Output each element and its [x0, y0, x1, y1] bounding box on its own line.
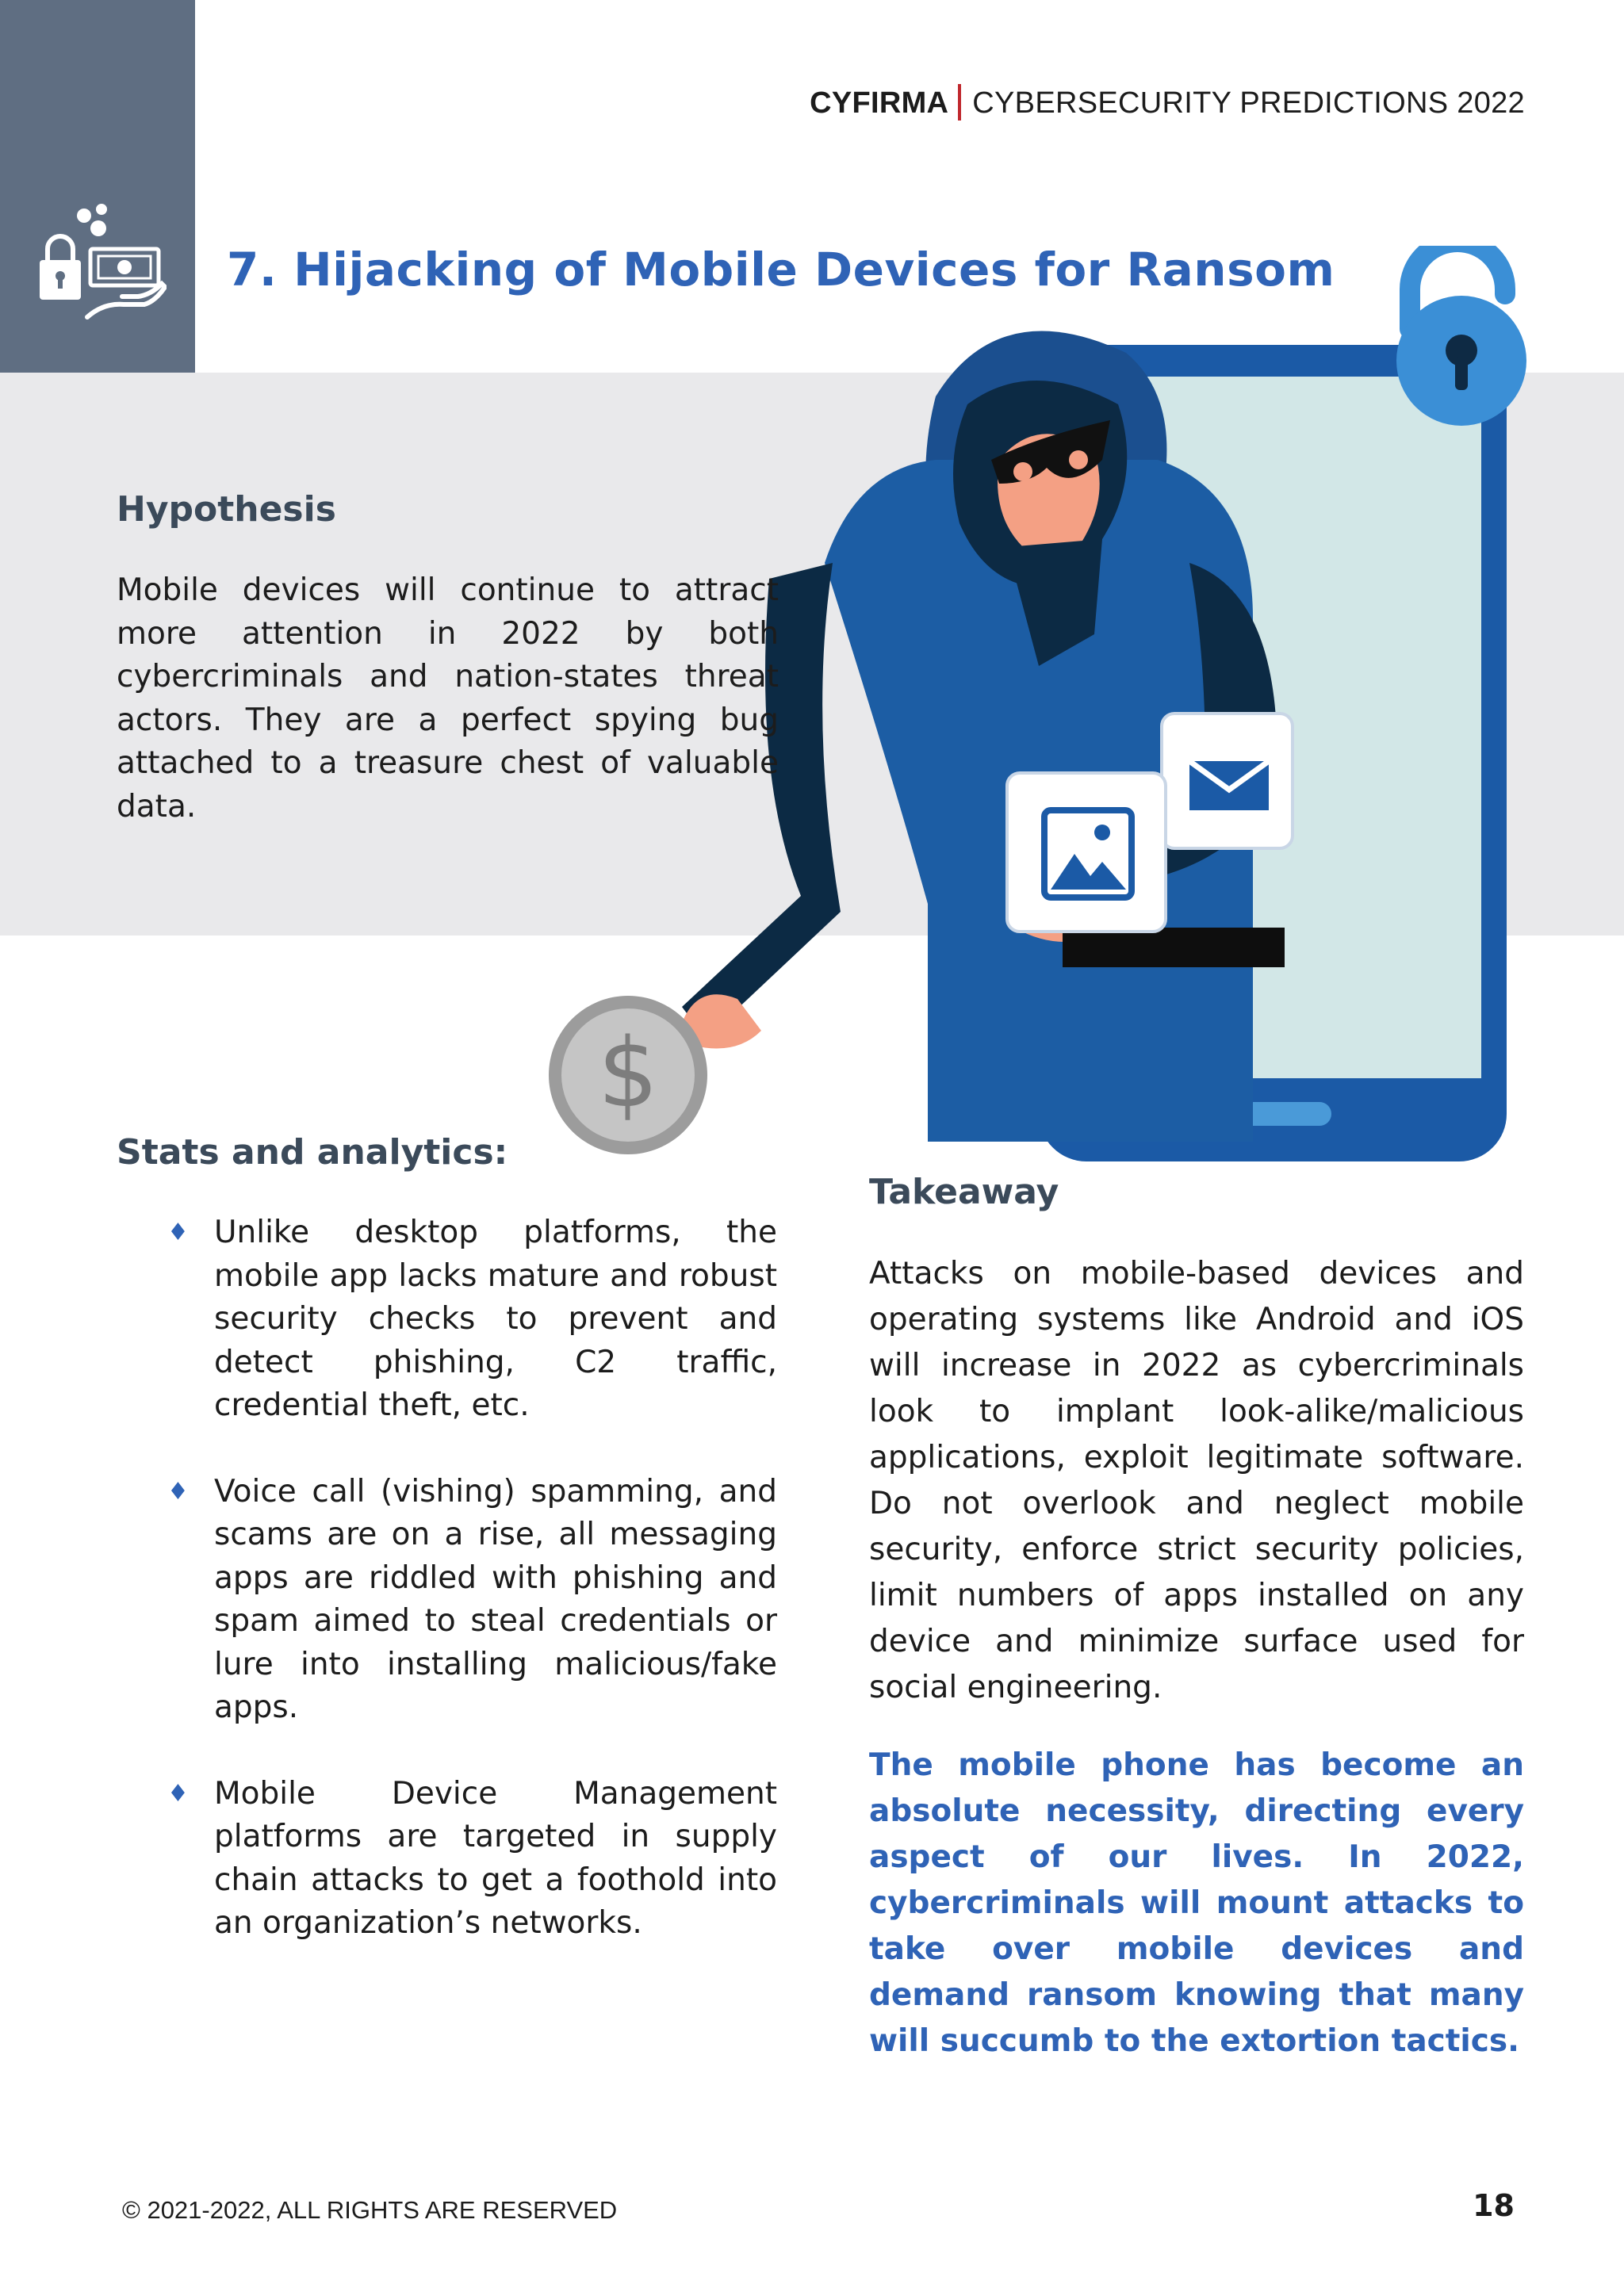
copyright-footer: © 2021-2022, ALL RIGHTS ARE RESERVED	[122, 2196, 618, 2224]
bullet-diamond-icon: ♦	[167, 1779, 189, 1808]
takeaway-text: Attacks on mobile-based devices and operating systems like Android and iOS will increase in 2022 as cybercriminals look to implant look-alike/malicious applications, exploit legitimate software. Do not overlook and neglect mobile security, enforce strict security policies, limit numbers of apps installed on any device and minimize surface used for social engineering.	[869, 1256, 1524, 1705]
header-title: CYBERSECURITY PREDICTIONS 2022	[972, 86, 1525, 120]
bullet-diamond-icon: ♦	[167, 1477, 189, 1506]
page-header	[810, 84, 1525, 121]
hypothesis-heading: Hypothesis	[117, 489, 336, 530]
takeaway-quote: The mobile phone has become an absolute necessity, directing every aspect of our lives. In 2022, cybercriminals will mount attacks to take over mobile devices and demand ransom knowing that many will succumb to the extortion tactics.	[869, 1747, 1524, 2059]
open-padlock-icon	[1396, 246, 1526, 426]
takeaway-heading: Takeaway	[869, 1172, 1059, 1212]
lock-money-hand-icon	[32, 198, 167, 333]
section-icon-box	[0, 0, 195, 373]
header-separator	[958, 84, 961, 121]
list-item	[163, 1773, 777, 1946]
mail-card-icon	[1162, 714, 1293, 848]
page-number: 18	[1473, 2188, 1515, 2223]
brand-name: CYFIRMA	[810, 86, 949, 120]
list-item-text: Voice call (vishing) spamming, and scams are on a rise, all messaging apps are riddled with phishing and spam aimed to steal credentials or lure into installing malicious/fake apps.	[214, 1473, 777, 1725]
dollar-coin-icon	[549, 996, 707, 1154]
list-item-text: Mobile Device Management platforms are targeted in supply chain attacks to get a foothold into an organization’s networks.	[214, 1775, 777, 1941]
list-item	[163, 1211, 777, 1428]
stats-list	[163, 1211, 777, 1988]
list-item-text: Unlike desktop platforms, the mobile app lacks mature and robust security checks to prevent and detect phishing, C2 traffic, credential theft, etc.	[214, 1215, 777, 1423]
hypothesis-text: Mobile devices will continue to attract more attention in 2022 by both cybercriminals and nation-states threat actors. They are a perfect spying bug attached to a treasure chest of valuable data.	[117, 572, 779, 825]
section-title: 7. Hijacking of Mobile Devices for Ransom	[227, 243, 1335, 297]
bullet-diamond-icon: ♦	[167, 1219, 189, 1246]
list-item	[163, 1471, 777, 1730]
stats-heading: Stats and analytics:	[117, 1132, 508, 1173]
coin-symbol: $	[597, 1019, 659, 1129]
image-card-icon	[1007, 773, 1166, 932]
